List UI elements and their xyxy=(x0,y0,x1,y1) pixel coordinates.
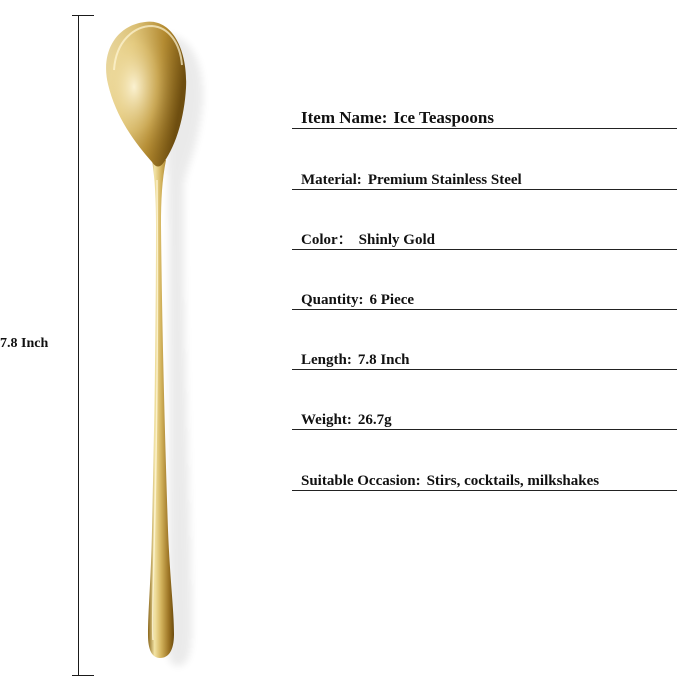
spec-row-suitable-occasion xyxy=(292,472,677,491)
spec-key: Item Name: xyxy=(301,108,388,127)
spec-value: Stirs, cocktails, milkshakes xyxy=(426,473,600,489)
spec-list xyxy=(292,0,679,679)
spec-value: Premium Stainless Steel xyxy=(367,172,522,188)
spec-row-quantity xyxy=(292,291,677,310)
spec-key: Suitable Occasion: xyxy=(301,473,421,489)
spec-row-color xyxy=(292,231,677,250)
spec-key: Color： xyxy=(301,232,353,248)
spec-value: 7.8 Inch xyxy=(357,352,410,368)
spec-row-weight xyxy=(292,411,677,430)
spec-key: Material: xyxy=(301,172,362,188)
spec-row-item-name xyxy=(292,108,677,129)
dimension-tick-bottom xyxy=(72,675,94,676)
spec-row-material xyxy=(292,171,677,190)
spec-value: 6 Piece xyxy=(369,292,415,308)
spec-value: Ice Teaspoons xyxy=(393,108,495,127)
gold-spoon-image xyxy=(90,10,220,675)
spec-key: Length: xyxy=(301,352,352,368)
dimension-line xyxy=(78,15,79,675)
spec-value: 26.7g xyxy=(357,412,392,428)
spec-row-length xyxy=(292,351,677,370)
spec-key: Quantity: xyxy=(301,292,364,308)
dimension-label: 7.8 Inch xyxy=(0,336,49,351)
spec-key: Weight: xyxy=(301,412,352,428)
spec-value: Shinly Gold xyxy=(358,232,435,248)
